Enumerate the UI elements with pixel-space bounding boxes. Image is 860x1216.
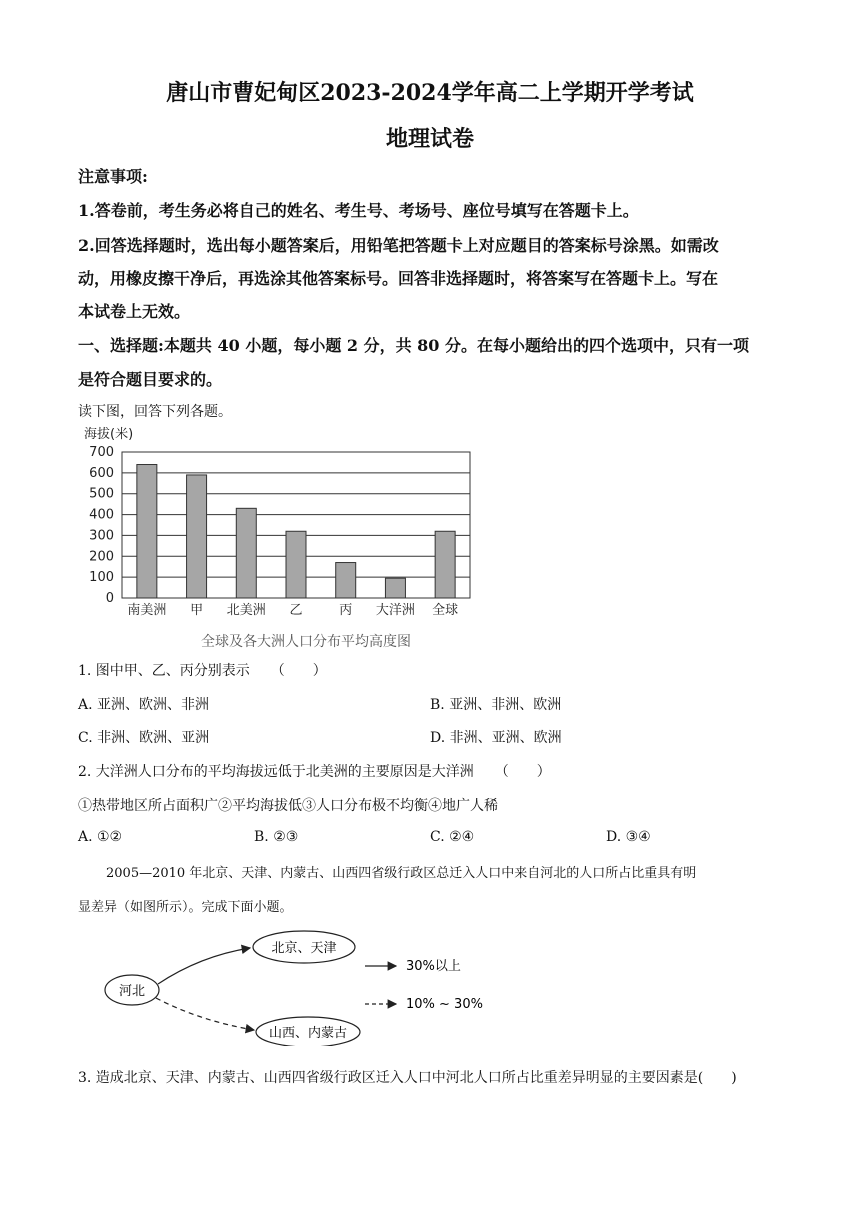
q2-statements: ①热带地区所占面积广②平均海拔低③人口分布极不均衡④地广人稀: [78, 798, 498, 814]
target1-node-label: 北京、天津: [271, 941, 337, 956]
q1-option-c: C. 非洲、欧洲、亚洲: [78, 730, 210, 746]
x-tick-label: 乙: [289, 603, 303, 618]
solid-arrow: [158, 948, 250, 984]
bar: [435, 531, 455, 598]
bar: [137, 465, 157, 598]
y-tick-label: 700: [89, 445, 114, 460]
target2-node-label: 山西、内蒙古: [268, 1026, 348, 1041]
x-tick-label: 南美洲: [127, 603, 167, 618]
bar: [385, 578, 405, 598]
q1-stem: 1. 图中甲、乙、丙分别表示 （ ）: [78, 663, 327, 679]
y-tick-label: 600: [89, 465, 114, 481]
q1-option-a: A. 亚洲、欧洲、非洲: [78, 697, 210, 713]
y-tick-label: 100: [89, 570, 114, 586]
notice-item-2-line-1: 2.回答选择题时，选出每小题答案后，用铅笔把答题卡上对应题目的答案标号涂黑。如需改: [78, 236, 719, 255]
question-intro-1: 读下图，回答下列各题。: [78, 404, 232, 420]
q2-option-d: D. ③④: [606, 829, 651, 845]
q2-option-a: A. ①②: [78, 829, 123, 845]
x-tick-label: 大洋洲: [375, 603, 415, 618]
q1-option-d: D. 非洲、亚洲、欧洲: [430, 730, 562, 746]
y-tick-label: 200: [89, 549, 114, 565]
page-title: 唐山市曹妃甸区2023-2024学年高二上学期开学考试: [166, 80, 694, 106]
notice-heading: 注意事项:: [78, 167, 148, 186]
source-node-label: 河北: [118, 984, 146, 999]
dashed-arrow: [156, 998, 254, 1030]
notice-item-1: 1.答卷前，考生务必将自己的姓名、考生号、考场号、座位号填写在答题卡上。: [78, 201, 639, 220]
bar: [187, 475, 207, 598]
migration-diagram: [100, 926, 500, 1046]
q2-option-b: B. ②③: [254, 829, 299, 845]
y-tick-label: 400: [89, 507, 114, 523]
q2-stem: 2. 大洋洲人口分布的平均海拔远低于北美洲的主要原因是大洋洲 （ ）: [78, 764, 551, 780]
q1-option-b: B. 亚洲、非洲、欧洲: [430, 697, 562, 713]
y-tick-label: 300: [89, 528, 114, 544]
section-heading-line-2: 是符合题目要求的。: [78, 370, 223, 389]
notice-item-2-line-3: 本试卷上无效。: [78, 302, 191, 321]
y-axis-label: 海拔(米): [84, 427, 134, 442]
y-tick-label: 0: [105, 591, 114, 606]
q2-option-c: C. ②④: [430, 829, 475, 845]
section-heading-line-1: 一、选择题:本题共 40 小题，每小题 2 分，共 80 分。在每小题给出的四个选项中，只有一项: [78, 336, 749, 355]
legend-solid-label: 30%以上: [406, 959, 461, 974]
x-tick-label: 甲: [190, 603, 204, 618]
bar: [236, 508, 256, 598]
x-tick-label: 全球: [432, 603, 459, 618]
question-intro-2-line-1: 2005—2010 年北京、天津、内蒙古、山西四省级行政区总迁入人口中来自河北的人口所占比重具有明: [106, 866, 697, 881]
chart-caption: 全球及各大洲人口分布平均高度图: [201, 634, 411, 650]
x-tick-label: 丙: [339, 603, 353, 618]
bar: [336, 563, 356, 598]
q3-stem: 3. 造成北京、天津、内蒙古、山西四省级行政区迁入人口中河北人口所占比重差异明显的主要因素是( ): [78, 1070, 737, 1086]
x-tick-label: 北美洲: [226, 603, 266, 618]
bar: [286, 531, 306, 598]
legend-dashed-label: 10% ~ 30%: [406, 997, 483, 1012]
question-intro-2-line-2: 显差异（如图所示）。完成下面小题。: [78, 900, 293, 915]
page-subtitle: 地理试卷: [385, 126, 474, 152]
notice-item-2-line-2: 动，用橡皮擦干净后，再选涂其他答案标号。回答非选择题时，将答案写在答题卡上。写在: [78, 269, 719, 288]
elevation-bar-chart: [84, 422, 484, 654]
y-tick-label: 500: [89, 486, 114, 502]
